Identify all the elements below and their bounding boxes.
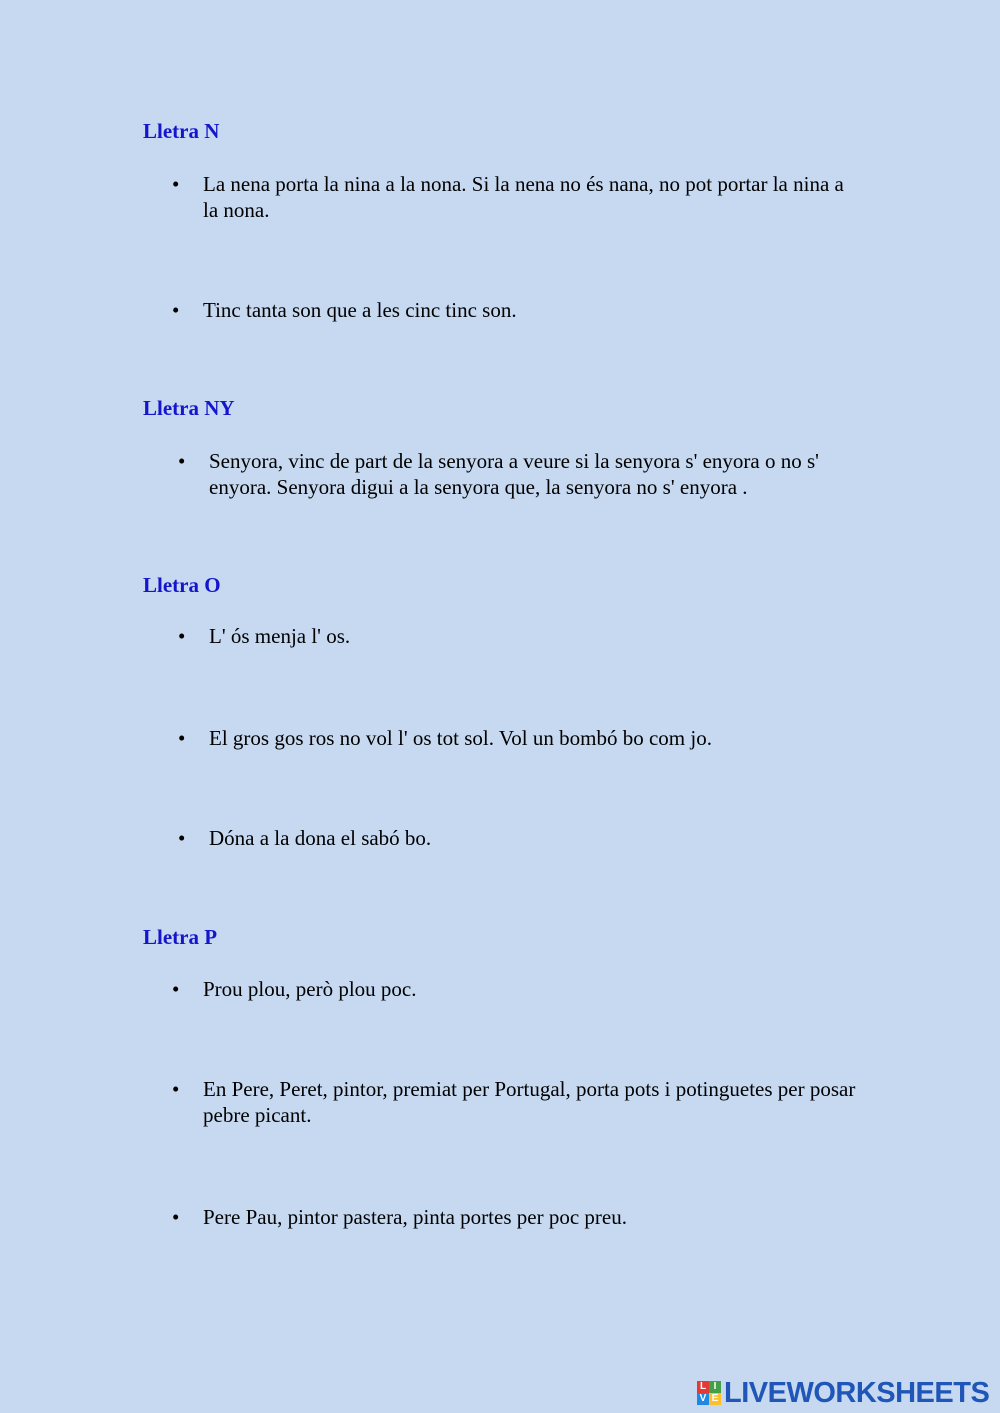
bullet-icon: •: [172, 977, 180, 1001]
list-item-text: Tinc tanta son que a les cinc tinc son.: [203, 298, 517, 322]
section-heading-o: Lletra O: [143, 573, 221, 597]
list-item-text: Dóna a la dona el sabó bo.: [209, 826, 432, 850]
list-item-text: Prou plou, però plou poc.: [203, 977, 417, 1001]
bullet-icon: •: [172, 1077, 180, 1101]
list-item: [178, 825, 858, 851]
liveworksheets-logo-icon: [697, 1381, 721, 1405]
bullet-icon: •: [178, 449, 186, 473]
list-item-text: En Pere, Peret, pintor, premiat per Portugal, porta pots i potinguetes per posar pebre picant.: [203, 1077, 856, 1127]
bullet-icon: •: [172, 298, 180, 322]
list-item: [172, 1204, 872, 1230]
section-heading-n: Lletra N: [143, 119, 220, 143]
list-item: [172, 297, 852, 323]
bullet-icon: •: [178, 726, 186, 750]
list-item-text: La nena porta la nina a la nona. Si la nena no és nana, no pot portar la nina a la nona.: [203, 172, 844, 222]
list-item: [172, 1076, 872, 1128]
bullet-icon: •: [172, 1205, 180, 1229]
list-item-text: Pere Pau, pintor pastera, pinta portes per poc preu.: [203, 1205, 627, 1229]
list-item: [172, 171, 852, 223]
liveworksheets-logo[interactable]: [697, 1377, 989, 1409]
section-heading-ny: Lletra NY: [143, 396, 235, 420]
bullet-icon: •: [172, 172, 180, 196]
list-item: [178, 725, 858, 751]
logo-letter-v: V: [697, 1393, 709, 1405]
list-item: [172, 976, 872, 1002]
logo-letter-l: L: [697, 1381, 709, 1393]
bullet-icon: •: [178, 624, 186, 648]
logo-letter-e: E: [709, 1393, 721, 1405]
bullet-icon: •: [178, 826, 186, 850]
list-item: [178, 623, 858, 649]
list-item-text: Senyora, vinc de part de la senyora a veure si la senyora s' enyora o no s' enyora. Senyora digui a la senyora que, la senyora no s' enyora .: [209, 449, 819, 499]
logo-letter-i: I: [709, 1381, 721, 1393]
logo-text: LIVEWORKSHEETS: [724, 1376, 990, 1409]
section-heading-p: Lletra P: [143, 925, 218, 949]
list-item-text: L' ós menja l' os.: [209, 624, 351, 648]
list-item: [178, 448, 868, 500]
list-item-text: El gros gos ros no vol l' os tot sol. Vol un bombó bo com jo.: [209, 726, 712, 750]
